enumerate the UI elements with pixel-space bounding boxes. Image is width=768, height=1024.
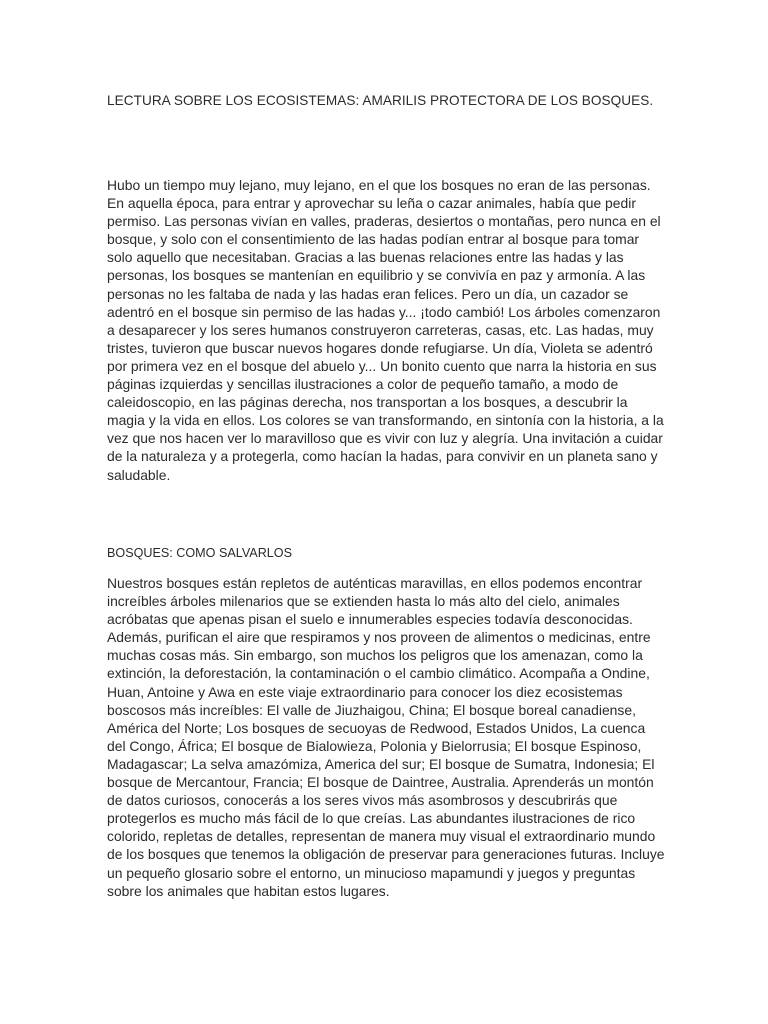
text-line: de la naturaleza y a protegerla, como hacían la hadas, para convivir en un planeta sano y [107, 448, 658, 465]
text-line: del Congo, África; El bosque de Bialowieza, Polonia y Bielorrusia; El bosque Espinoso, [107, 737, 642, 754]
text-line: tristes, tuvieron que buscar nuevos hogares donde refugiarse. Un día, Violeta se adentró [107, 339, 653, 356]
text-line: increíbles árboles milenarios que se extienden hasta lo más alto del cielo, animales [107, 593, 620, 610]
forests-paragraph [107, 574, 667, 900]
text-line: vez que nos hacen ver lo maravilloso que es vivir con luz y alegría. Una invitación a cuidar [107, 430, 663, 447]
text-line: por primera vez en el bosque del abuelo y... Un bonito cuento que narra la historia en sus [107, 357, 657, 374]
text-line: sobre los animales que habitan estos lugares. [107, 882, 390, 899]
section-heading: BOSQUES: COMO SALVARLOS [107, 546, 292, 560]
text-line: de los bosques que tenemos la obligación de preservar para generaciones futuras. Incluye [107, 846, 665, 863]
text-line: solo aquello que necesitaban. Gracias a las buenas relaciones entre las hadas y las [107, 249, 624, 266]
text-line: bosque de Mercantour, Francia; El bosque de Daintree, Australia. Aprenderás un montón [107, 774, 654, 791]
text-line: magia y la vida en ellos. Los colores se van transformando, en sintonía con la historia, a la [107, 412, 664, 429]
text-line: un pequeño glosario sobre el entorno, un minucioso mapamundi y juegos y preguntas [107, 864, 636, 881]
text-line: Nuestros bosques están repletos de auténticas maravillas, en ellos podemos encontrar [107, 575, 643, 591]
text-line: boscosos más increíbles: El valle de Jiuzhaigou, China; El bosque boreal canadiense, [107, 701, 636, 718]
text-line: de datos curiosos, conocerás a los seres vivos más asombrosos y descubrirás que [107, 792, 618, 809]
text-line: bosque, y solo con el consentimiento de las hadas podían entrar al bosque para tomar [107, 231, 640, 248]
text-line: extinción, la deforestación, la contaminación o el cambio climático. Acompaña a Ondine, [107, 665, 650, 682]
text-line: En aquella época, para entrar y aprovechar su leña o cazar animales, había que pedir [107, 195, 636, 212]
text-line: personas, los bosques se mantenían en equilibrio y se convivía en paz y armonía. A las [107, 267, 646, 284]
text-line: Hubo un tiempo muy lejano, muy lejano, en el que los bosques no eran de las personas. [107, 177, 651, 193]
text-line: muchas cosas más. Sin embargo, son muchos los peligros que los amenazan, como la [107, 647, 643, 664]
text-line: páginas izquierdas y sencillas ilustraciones a color de pequeño tamaño, a modo de [107, 376, 619, 393]
text-line: a desaparecer y los seres humanos construyeron carreteras, casas, etc. Las hadas, muy [107, 321, 654, 338]
text-line: acróbatas que apenas pisan el suelo e innumerables especies todavía desconocidas. [107, 611, 633, 628]
text-line: personas no les faltaba de nada y las hadas eran felices. Pero un día, un cazador se [107, 285, 629, 302]
text-line: América del Norte; Los bosques de secuoyas de Redwood, Estados Unidos, La cuenca [107, 719, 646, 736]
text-line: protegerlos es mucho más fácil de lo que creías. Las abundantes ilustraciones de rico [107, 810, 636, 827]
text-line: Madagascar; La selva amazómiza, America del sur; El bosque de Sumatra, Indonesia; El [107, 755, 655, 772]
story-paragraph [107, 176, 667, 484]
text-line: saludable. [107, 466, 171, 483]
text-line: permiso. Las personas vivían en valles, praderas, desiertos o montañas, pero nunca en el [107, 213, 661, 230]
text-line: Huan, Antoine y Awa en este viaje extraordinario para conocer los diez ecosistemas [107, 683, 623, 700]
document-title: LECTURA SOBRE LOS ECOSISTEMAS: AMARILIS PROTECTORA DE LOS BOSQUES. [107, 93, 654, 108]
text-line: colorido, repletas de detalles, representan de manera muy visual el extraordinario mundo [107, 828, 656, 845]
text-line: caleidoscopio, en las páginas derecha, nos transportan a los bosques, a descubrir la [107, 394, 628, 411]
text-line: adentró en el bosque sin permiso de las hadas y... ¡todo cambió! Los árboles comenzaron [107, 303, 661, 320]
text-line: Además, purifican el aire que respiramos y nos proveen de alimentos o medicinas, entre [107, 629, 651, 646]
